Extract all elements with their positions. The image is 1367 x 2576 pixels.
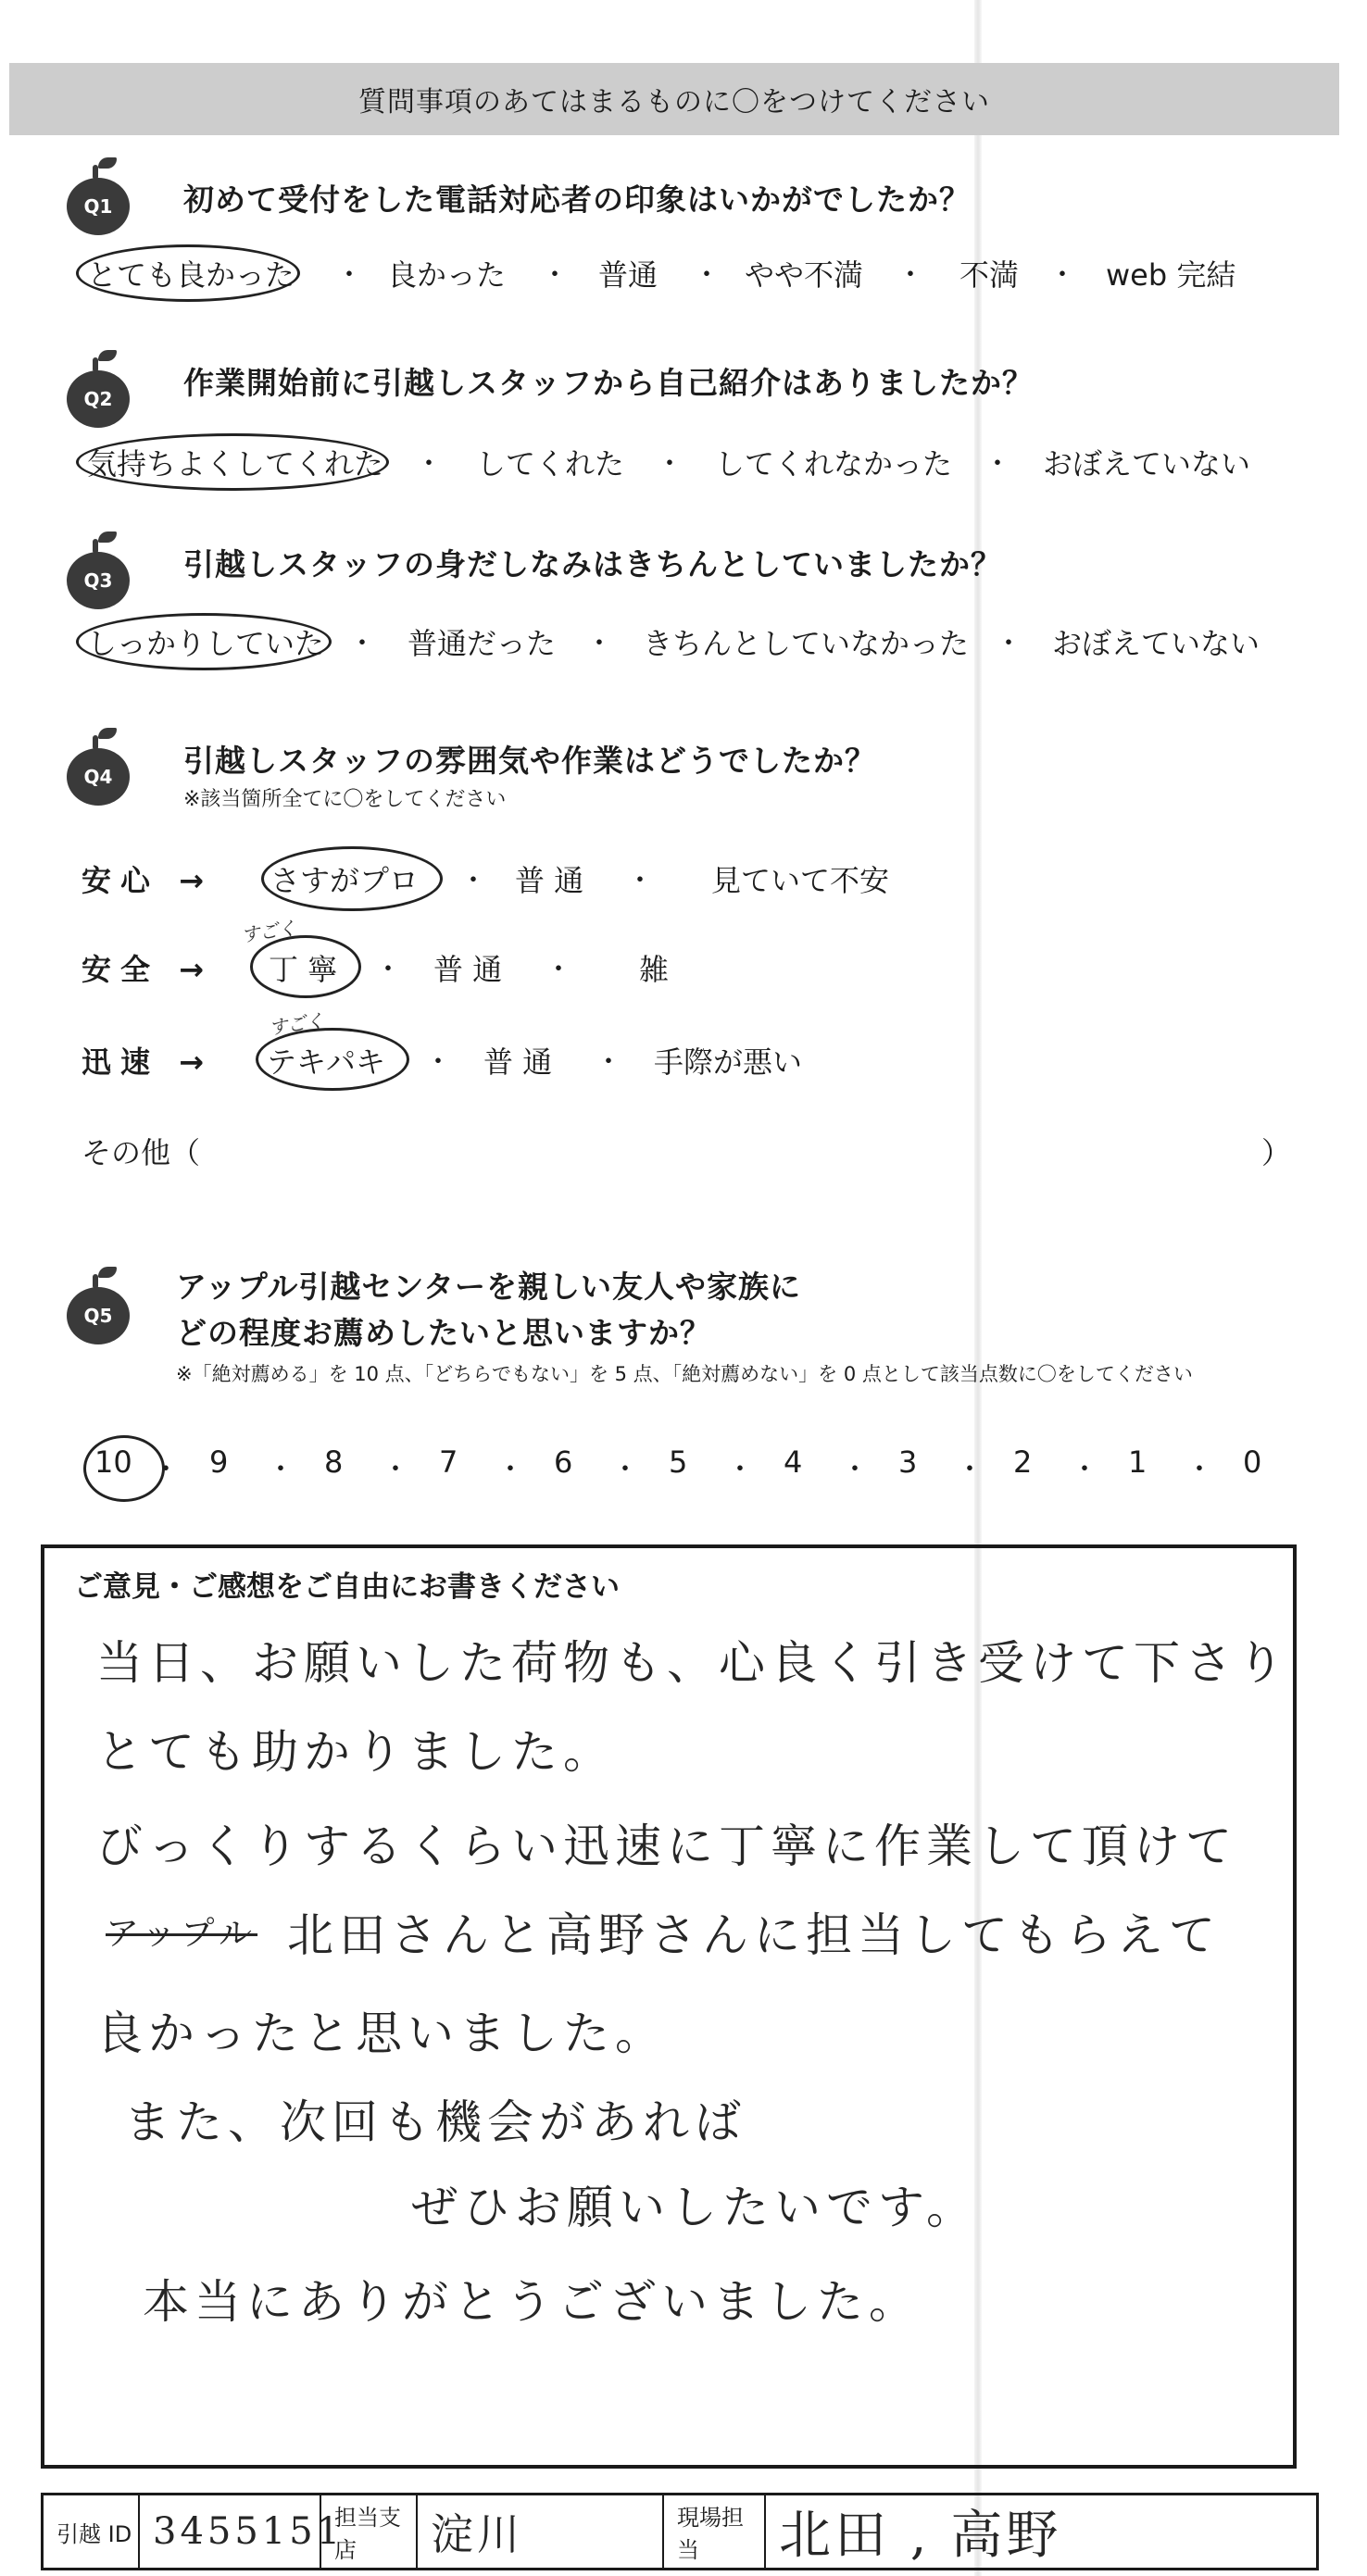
separator-dot: ・ (335, 259, 363, 292)
separator-dot: ・ (595, 1046, 622, 1079)
separator-dot: ・ (545, 954, 572, 986)
comment-line-7: ぜひお願いしたいです。 (411, 2181, 978, 2234)
score-option[interactable]: 7 (439, 1444, 458, 1480)
separator-dot: ・ (995, 628, 1022, 660)
q1-option-3[interactable]: 普通 (598, 257, 658, 293)
separator-dot: ・ (841, 1454, 869, 1486)
apple-badge-icon: Q1 (67, 178, 130, 235)
staff-label: 現場担当 (677, 2505, 744, 2563)
q3-option-1[interactable]: しっかりしていた (87, 626, 325, 661)
question-2-text: 作業開始前に引越しスタッフから自己紹介はありましたか？ (183, 365, 1034, 401)
q2-option-3[interactable]: してくれなかった (715, 446, 953, 481)
anzen-option-2[interactable]: 普 通 (433, 952, 503, 987)
comment-line-4: 北田さんと高野さんに担当してもらえて (287, 1908, 1221, 1962)
q1-option-4[interactable]: やや不満 (745, 257, 864, 293)
move-id-value: 3455151 (153, 2510, 345, 2553)
other-label: その他（ (82, 1135, 201, 1170)
comment-title: ご意見・ご感想をご自由にお書きください (74, 1570, 620, 1604)
row-label-jinsoku: 迅速 → (82, 1044, 213, 1080)
separator-dot: ・ (1185, 1454, 1213, 1486)
separator-dot: ・ (956, 1454, 984, 1486)
comment-box (41, 1544, 1297, 2469)
question-1-text: 初めて受付をした電話対応者の印象はいかがでしたか？ (183, 181, 971, 218)
separator-dot: ・ (382, 1454, 409, 1486)
score-option[interactable]: 8 (324, 1444, 344, 1480)
handwritten-annotation: すごく (267, 1008, 326, 1040)
score-option[interactable]: 5 (669, 1444, 688, 1480)
apple-badge-icon: Q3 (67, 552, 130, 609)
separator-dot: ・ (585, 628, 613, 660)
question-5-line-2: どの程度お薦めしたいと思いますか？ (176, 1315, 711, 1351)
separator-dot: ・ (626, 865, 654, 897)
separator-dot: ・ (424, 1046, 452, 1079)
instructions-title: 質問事項のあてはまるものに〇をつけてください (358, 86, 990, 119)
question-4-note: ※該当箇所全てに〇をしてください (183, 788, 507, 811)
other-close: ） (1261, 1135, 1292, 1170)
separator-dot: ・ (374, 954, 402, 986)
score-option[interactable]: 10 (94, 1444, 132, 1480)
comment-line-5: 良かったと思いました。 (96, 2007, 667, 2060)
staff-value-cell (766, 2495, 1316, 2568)
separator-dot: ・ (459, 865, 487, 897)
comment-line-3: びっくりするくらい迅速に丁寧に作業して頂けて (96, 1819, 1237, 1873)
comment-line-6: また、次回も機会があれば (124, 2095, 746, 2149)
q1-option-1[interactable]: とても良かった (87, 257, 295, 293)
separator-dot: ・ (984, 448, 1011, 481)
separator-dot: ・ (415, 448, 443, 481)
q1-option-5[interactable]: 不満 (959, 257, 1020, 293)
handwritten-annotation: すごく (239, 916, 298, 947)
question-5-note: ※「絶対薦める」を 10 点、「どちらでもない」を 5 点、「絶対薦めない」を 0 点として該当点数に〇をしてください (176, 1363, 1193, 1385)
staff-label-cell (664, 2495, 766, 2568)
move-id-value-cell (140, 2495, 345, 2568)
q1-option-2[interactable]: 良かった (387, 257, 507, 293)
branch-value: 淀川 (431, 2509, 523, 2559)
apple-badge-icon: Q5 (67, 1287, 130, 1344)
q2-option-1[interactable]: 気持ちよくしてくれた (87, 446, 384, 481)
separator-dot: ・ (1071, 1454, 1098, 1486)
staff-value: 北田 , 高野 (779, 2506, 1062, 2566)
q1-option-6[interactable]: web 完結 (1106, 257, 1236, 293)
apple-badge-icon: Q2 (67, 370, 130, 428)
score-option[interactable]: 6 (554, 1444, 573, 1480)
anshin-option-2[interactable]: 普 通 (515, 863, 584, 898)
separator-dot: ・ (726, 1454, 754, 1486)
move-id-label-cell (44, 2495, 140, 2568)
q3-option-4[interactable]: おぼえていない (1052, 626, 1260, 661)
separator-dot: ・ (348, 628, 376, 660)
instructions-header (9, 63, 1339, 135)
separator-dot: ・ (541, 259, 569, 292)
question-5-line-1: アップル引越センターを親しい友人や家族に (176, 1269, 802, 1305)
score-option[interactable]: 0 (1243, 1444, 1262, 1480)
score-option[interactable]: 9 (209, 1444, 229, 1480)
row-label-anshin: 安心 → (82, 863, 213, 898)
separator-dot: ・ (1048, 259, 1076, 292)
q2-option-2[interactable]: してくれた (476, 446, 625, 481)
separator-dot: ・ (152, 1454, 180, 1486)
q3-option-2[interactable]: 普通だった (408, 626, 557, 661)
separator-dot: ・ (496, 1454, 524, 1486)
jinsoku-option-3[interactable]: 手際が悪い (654, 1044, 803, 1080)
separator-dot: ・ (693, 259, 721, 292)
anzen-option-1[interactable]: 丁 寧 (269, 952, 338, 987)
score-option[interactable]: 3 (898, 1444, 918, 1480)
move-id-label: 引越 ID (56, 2520, 132, 2547)
comment-line-2: とても助かりました。 (96, 1725, 615, 1779)
separator-dot: ・ (897, 259, 924, 292)
branch-label-cell (321, 2495, 418, 2568)
jinsoku-option-2[interactable]: 普 通 (483, 1044, 553, 1080)
anshin-option-3[interactable]: 見ていて不安 (711, 863, 890, 898)
score-option[interactable]: 1 (1128, 1444, 1148, 1480)
anshin-option-1[interactable]: さすがプロ (270, 863, 420, 898)
footer-table (41, 2493, 1319, 2570)
q2-option-4[interactable]: おぼえていない (1043, 446, 1251, 481)
comment-line-8: 本当にありがとうございました。 (143, 2275, 921, 2329)
score-option[interactable]: 2 (1013, 1444, 1033, 1480)
separator-dot: ・ (611, 1454, 639, 1486)
score-option[interactable]: 4 (784, 1444, 803, 1480)
separator-dot: ・ (656, 448, 684, 481)
jinsoku-option-1[interactable]: テキパキ (267, 1044, 386, 1080)
question-3-text: 引越しスタッフの身だしなみはきちんとしていましたか？ (183, 546, 1002, 582)
apple-badge-icon: Q4 (67, 748, 130, 806)
struck-out-word: アップル (106, 1915, 258, 1953)
comment-line-1: 当日、お願いした荷物も、心良く引き受けて下さり (96, 1636, 1289, 1690)
anzen-option-3[interactable]: 雑 (639, 952, 670, 987)
question-4-text: 引越しスタッフの雰囲気や作業はどうでしたか？ (183, 743, 876, 779)
row-label-anzen: 安全 → (82, 952, 213, 987)
separator-dot: ・ (267, 1454, 295, 1486)
branch-label: 担当支店 (334, 2505, 401, 2563)
q3-option-3[interactable]: きちんとしていなかった (643, 626, 970, 661)
branch-value-cell (418, 2495, 664, 2568)
